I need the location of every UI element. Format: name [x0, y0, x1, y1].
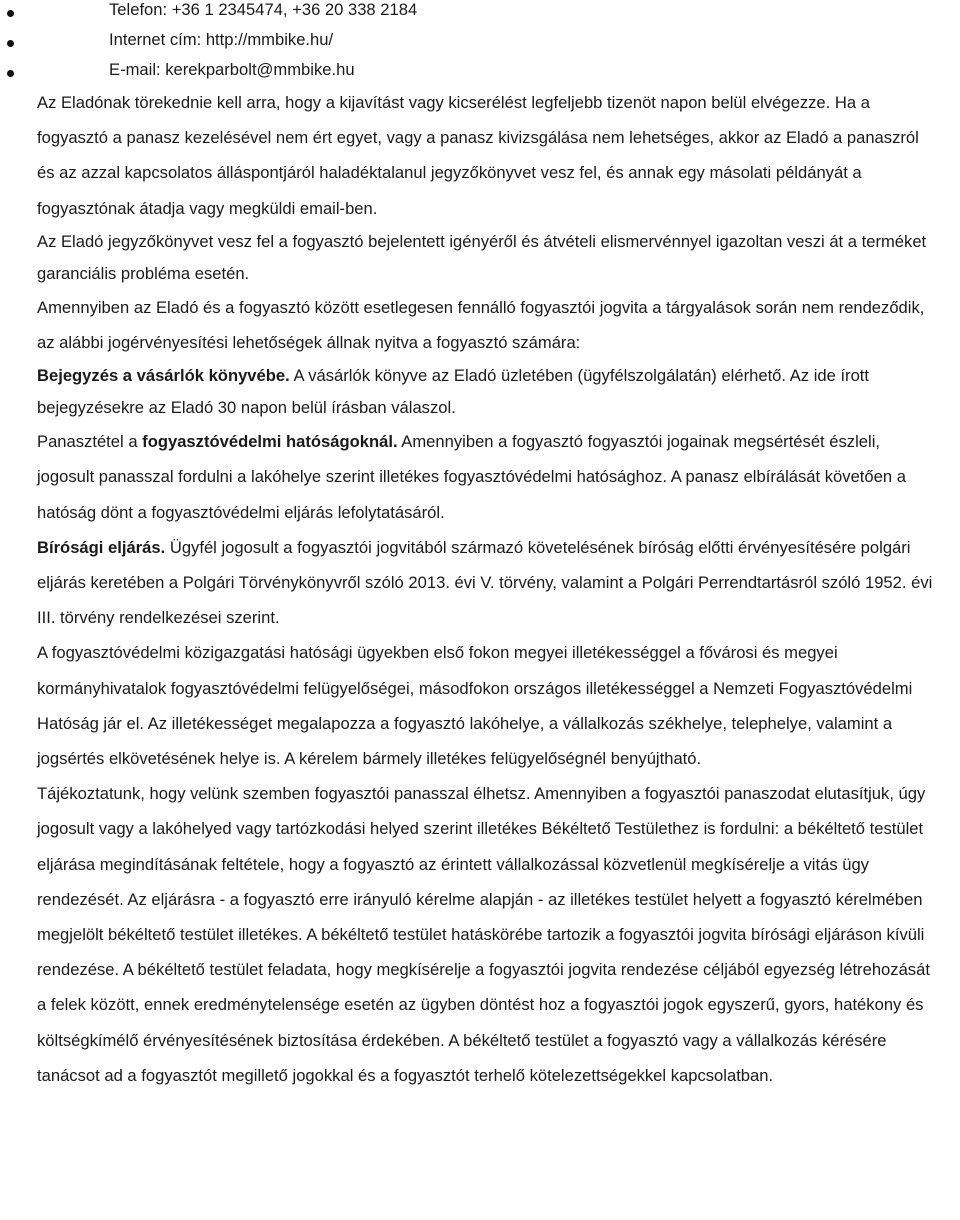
contact-list: [37, 0, 938, 85]
court-text: Ügyfél jogosult a fogyasztói jogvitából származó követelésének bíróság előtti érvényesítésére polgári eljárás keretében a Polgári Törvénykönyvről szóló 2013. évi V. törvény, valamint a Polgári Perrendtartásról szóló 1952. évi III. törvény rendelkezései szerint.: [37, 537, 933, 628]
paragraph-conciliation-board: Tájékoztatunk, hogy velünk szemben fogyasztói panasszal élhetsz. Amennyiben a fogyasztói panaszodat elutasítjuk, úgy jogosult vagy a lakóhelyed vagy tartózkodási helyed szerint illetékes Békéltető Testülethez is fordulni: a békéltető testület eljárása megindításának feltétele, hogy a fogyasztó az érintett vállalkozással közvetlenül megkísérelje a vitás ügy rendezését. Az eljárásra - a fogyasztó erre irányuló kérelme alapján - az illetékes testület helyett a fogyasztó kérelmében megjelölt békéltető testület illetékes. A békéltető testület hatáskörébe tartozik a fogyasztói jogvita bírósági eljáráson kívüli rendezése. A békéltető testület feladata, hogy megkísérelje a fogyasztói jogvita rendezése céljából egyezség létrehozását a felek között, ennek eredménytelensége esetén az ügyben döntést hoz a fogyasztói jogok egyszerű, gyors, hatékony és költségkímélő érvényesítésének biztosítása érdekében. A békéltető testület a fogyasztó vagy a vállalkozás kérésére tanácsot ad a fogyasztót megillető jogokkal és a fogyasztót terhelő kötelezettségekkel kapcsolatban.: [37, 784, 930, 1085]
paragraph-court-procedure: [37, 530, 938, 636]
contact-email: E-mail: kerekparbolt@mmbike.hu: [37, 55, 938, 85]
paragraph-complaint-book: [37, 360, 938, 424]
contact-phone: Telefon: +36 1 2345474, +36 20 338 2184: [37, 0, 938, 25]
paragraph-authority-complaint: [37, 424, 938, 530]
authority-text: Amennyiben a fogyasztó fogyasztói jogainak megsértését észleli, jogosult panasszal fordulni a lakóhelye szerint illetékes fogyasztóvédelmi hatósághoz. A panasz elbírálását követően a hatóság dönt a fogyasztóvédelmi eljárás lefolytatásáról.: [37, 432, 906, 522]
complaint-book-heading: Bejegyzés a vásárlók könyvébe.: [37, 366, 290, 386]
authority-heading: fogyasztóvédelmi hatóságoknál.: [142, 432, 398, 452]
paragraph-administrative-authority: A fogyasztóvédelmi közigazgatási hatósági ügyekben első fokon megyei illetékességgel a fővárosi és megyei kormányhivatalok fogyasztóvédelmi felügyelőségei, másodfokon országos illetékességgel a Nemzeti Fogyasztóvédelmi Hatóság jár el. Az illetékességet megalapozza a fogyasztó lakóhelye, a vállalkozás székhelye, telephelye, valamint a jogsértés elkövetésének helye is. A kérelem bármely illetékes felügyelőségnél benyújtható.: [37, 643, 913, 769]
paragraph-dispute-options: Amennyiben az Eladó és a fogyasztó között esetlegesen fennálló fogyasztói jogvita a tárgyalások során nem rendeződik, az alábbi jogérvényesítési lehetőségek állnak nyitva a fogyasztó számára:: [37, 297, 925, 353]
complaint-book-text: A vásárlók könyve az Eladó üzletében (ügyfélszolgálatán) elérhető. Az ide írott bejegyzésekre az Eladó 30 napon belül írásban válaszol.: [37, 366, 870, 418]
paragraph-protocol: Az Eladó jegyzőkönyvet vesz fel a fogyasztó bejelentett igényéről és átvételi elismervénnyel igazoltan veszi át a terméket garanciális probléma esetén.: [37, 231, 927, 283]
authority-lead: Panasztétel a: [37, 432, 143, 452]
contact-web: Internet cím: http://mmbike.hu/: [37, 25, 938, 55]
paragraph-repair-deadline: Az Eladónak törekednie kell arra, hogy a kijavítást vagy kicserélést legfeljebb tizenöt napon belül elvégezze. Ha a fogyasztó a panasz kezelésével nem ért egyet, vagy a panasz kivizsgálása nem lehetséges, akkor az Eladó a panaszról és az azzal kapcsolatos álláspontjáról haladéktalanul jegyzőkönyvet vesz fel, és annak egy másolati példányát a fogyasztónak átadja vagy megküldi email-ben.: [37, 93, 919, 218]
court-heading: Bírósági eljárás.: [37, 537, 166, 557]
